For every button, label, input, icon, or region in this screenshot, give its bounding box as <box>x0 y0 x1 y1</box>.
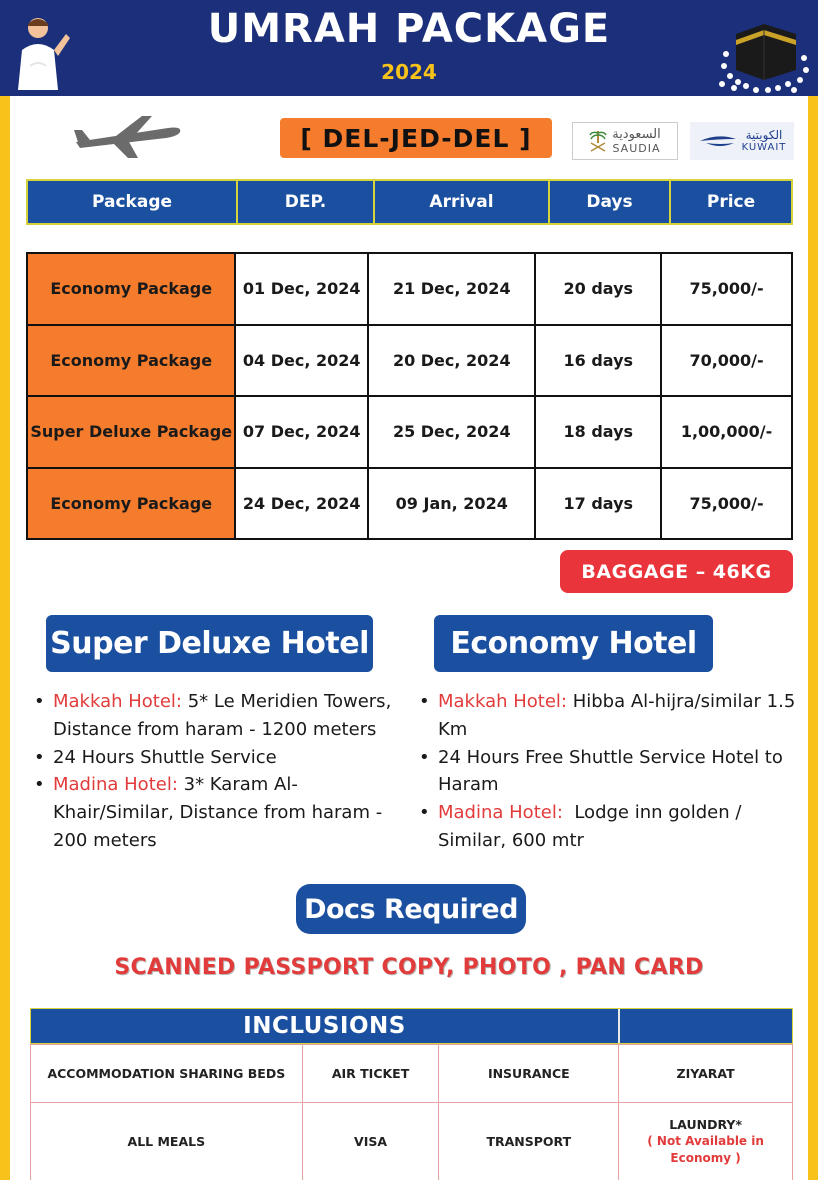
duration: 18 days <box>535 396 661 468</box>
package-name: Economy Package <box>27 325 235 397</box>
page-year: 2024 <box>381 60 437 84</box>
table-row <box>31 1045 793 1103</box>
route-badge: [ DEL-JED-DEL ] <box>280 118 552 158</box>
kuwait-bird-icon <box>698 131 738 151</box>
arrival-date: 20 Dec, 2024 <box>368 325 535 397</box>
saudia-logo <box>572 122 678 160</box>
left-border <box>0 96 10 1180</box>
table-row <box>27 253 792 325</box>
arrival-date: 25 Dec, 2024 <box>368 396 535 468</box>
table-row <box>27 325 792 397</box>
airplane-icon <box>72 112 184 160</box>
package-name: Economy Package <box>27 468 235 540</box>
departure-date: 01 Dec, 2024 <box>235 253 368 325</box>
list-item <box>419 799 805 855</box>
inclusion-item: AIR TICKET <box>302 1045 439 1103</box>
duration: 17 days <box>535 468 661 540</box>
right-border <box>808 96 818 1180</box>
inclusion-item: ACCOMMODATION SHARING BEDS <box>31 1045 303 1103</box>
palm-swords-icon <box>589 129 607 153</box>
header-price: Price <box>706 192 756 212</box>
table-row <box>27 396 792 468</box>
price: 1,00,000/- <box>661 396 792 468</box>
list-item <box>419 688 805 744</box>
inclusions-header-blank <box>620 1009 792 1043</box>
price: 75,000/- <box>661 253 792 325</box>
madina-label: Madina Hotel: <box>438 802 563 824</box>
header-banner <box>0 0 818 96</box>
baggage-badge: BAGGAGE – 46KG <box>560 550 793 593</box>
duration: 20 days <box>535 253 661 325</box>
inclusions-table <box>30 1044 793 1180</box>
departure-date: 24 Dec, 2024 <box>235 468 368 540</box>
table-row <box>31 1103 793 1180</box>
header-package: Package <box>28 181 238 223</box>
makkah-hotel-details: Hibba Al-hijra/similar 1.5 Km <box>438 691 796 740</box>
inclusion-item: TRANSPORT <box>439 1103 619 1180</box>
package-table <box>26 252 793 540</box>
arrival-date: 09 Jan, 2024 <box>368 468 535 540</box>
list-item <box>34 744 406 772</box>
inclusion-item-laundry <box>619 1103 793 1180</box>
inclusion-item: ZIYARAT <box>619 1045 793 1103</box>
package-name: Economy Package <box>27 253 235 325</box>
makkah-hotel-details: 5* Le Meridien Towers, Distance from haram - 1200 meters <box>53 691 392 740</box>
inclusion-item: INSURANCE <box>439 1045 619 1103</box>
makkah-label: Makkah Hotel: <box>438 691 567 712</box>
madina-hotel-details: Lodge inn golden / Similar, 600 mtr <box>438 802 748 851</box>
arrival-date: 21 Dec, 2024 <box>368 253 535 325</box>
page-title: UMRAH PACKAGE <box>207 6 611 52</box>
kaaba-icon <box>716 14 812 94</box>
saudia-arabic-name: السعودية <box>612 127 661 142</box>
inclusions-title: INCLUSIONS <box>31 1009 620 1043</box>
inclusion-item: VISA <box>302 1103 439 1180</box>
super-deluxe-hotel-list <box>34 688 406 855</box>
list-item <box>419 744 805 800</box>
package-name: Super Deluxe Package <box>27 396 235 468</box>
departure-date: 04 Dec, 2024 <box>235 325 368 397</box>
list-item <box>34 688 406 744</box>
economy-hotel-list <box>419 688 805 855</box>
departure-date: 07 Dec, 2024 <box>235 396 368 468</box>
package-table-header <box>26 179 793 225</box>
kuwait-name: KUWAIT <box>741 142 787 153</box>
shuttle-details: 24 Hours Free Shuttle Service Hotel to Haram <box>438 746 783 796</box>
table-row <box>27 468 792 540</box>
saudia-name: SAUDIA <box>612 142 661 155</box>
docs-required-list: SCANNED PASSPORT COPY, PHOTO , PAN CARD <box>114 955 704 980</box>
docs-required-title: Docs Required <box>296 884 526 934</box>
makkah-label: Makkah Hotel: <box>53 691 182 712</box>
header-departure: DEP. <box>238 181 375 223</box>
list-item <box>34 771 406 854</box>
laundry-note: ( Not Available in Economy ) <box>647 1134 764 1165</box>
inclusions-header <box>30 1008 793 1044</box>
super-deluxe-hotel-title: Super Deluxe Hotel <box>46 615 373 672</box>
inclusion-item: ALL MEALS <box>31 1103 303 1180</box>
kuwait-arabic-name: الكويتية <box>745 128 783 142</box>
duration: 16 days <box>535 325 661 397</box>
kuwait-airways-logo <box>690 122 794 160</box>
madina-hotel-details: 3* Karam Al-Khair/Similar, Distance from haram - 200 meters <box>53 774 383 851</box>
economy-hotel-title: Economy Hotel <box>434 615 713 672</box>
header-days: Days <box>550 181 671 223</box>
price: 75,000/- <box>661 468 792 540</box>
laundry-label: LAUNDRY* <box>669 1117 742 1132</box>
header-arrival: Arrival <box>375 181 550 223</box>
madina-label: Madina Hotel: <box>53 774 178 796</box>
shuttle-details: 24 Hours Shuttle Service <box>53 746 277 768</box>
price: 70,000/- <box>661 325 792 397</box>
